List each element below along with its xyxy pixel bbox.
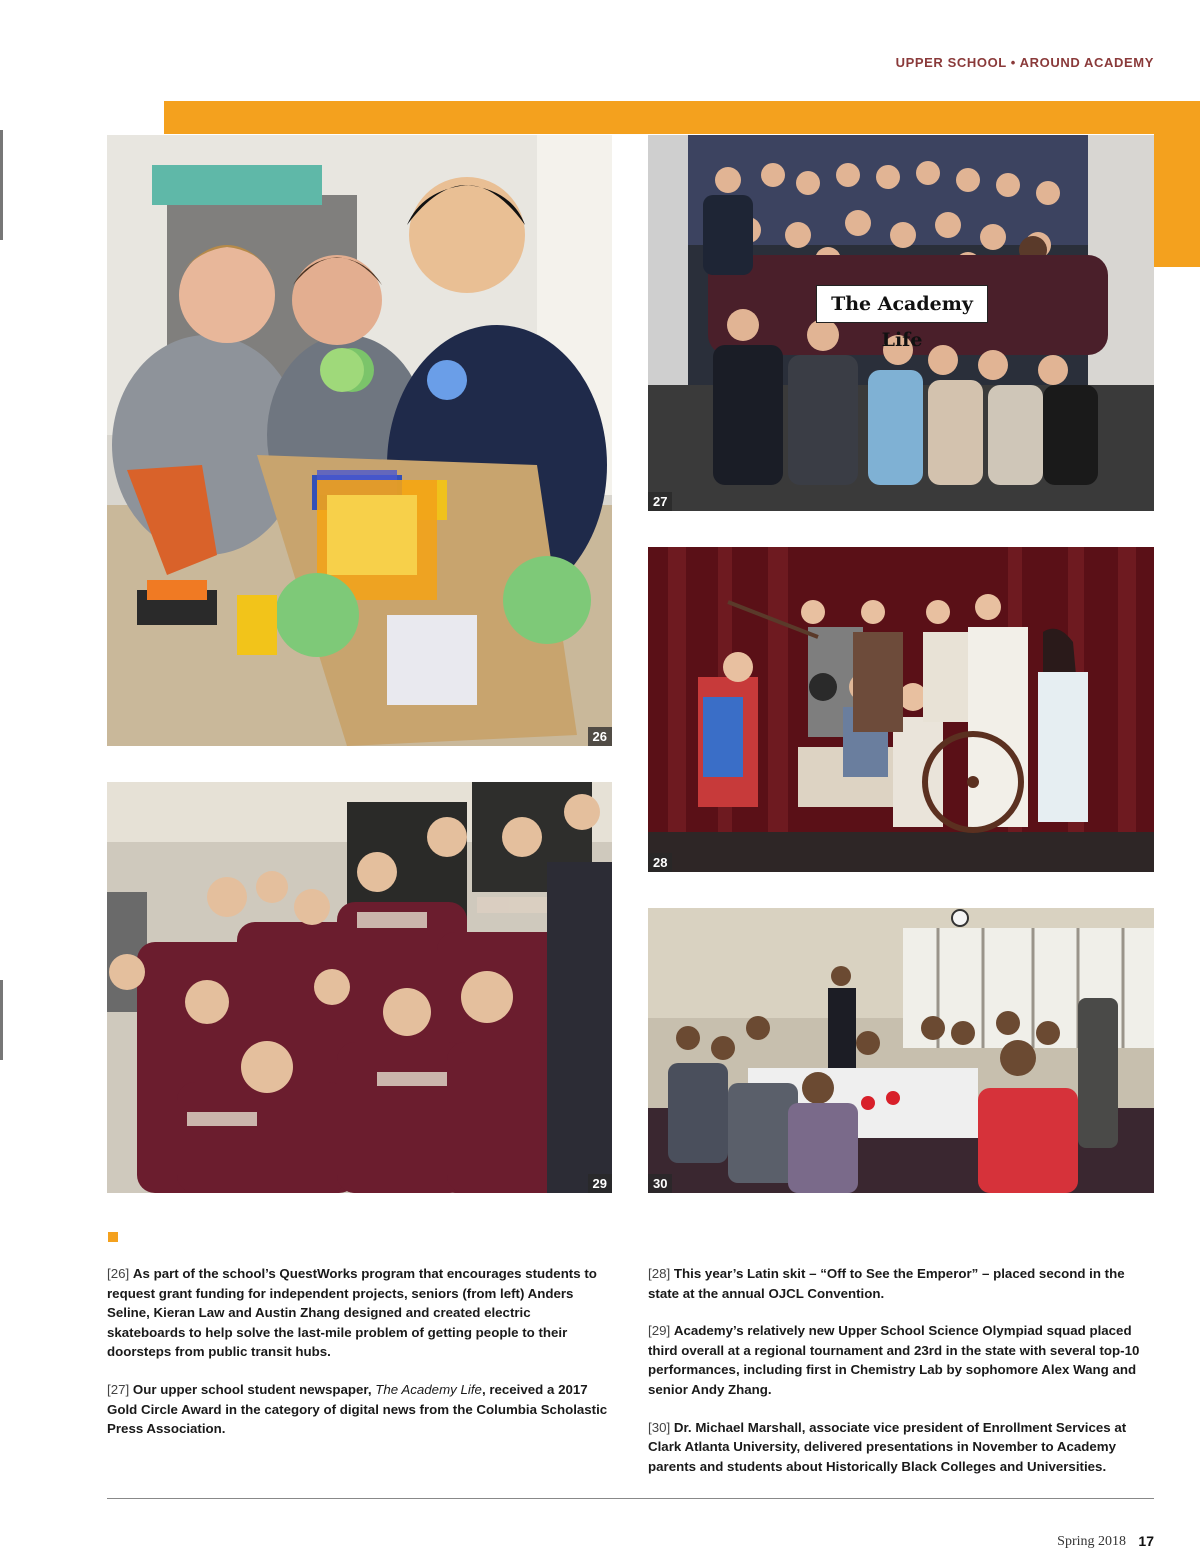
photo-skateboard bbox=[107, 135, 612, 746]
footer-rule bbox=[107, 1498, 1154, 1499]
photo-number: 28 bbox=[648, 853, 672, 872]
accent-band-side bbox=[1154, 101, 1200, 267]
photo-newspaper-staff bbox=[648, 135, 1154, 511]
page-edge-mark bbox=[0, 980, 3, 1060]
section-header: UPPER SCHOOL • AROUND ACADEMY bbox=[895, 55, 1154, 70]
caption-30 bbox=[648, 1418, 1153, 1477]
photo-presentation-image bbox=[648, 908, 1154, 1193]
caption-column-left bbox=[107, 1264, 612, 1457]
photo-number: 29 bbox=[588, 1174, 612, 1193]
caption-tag: [28] bbox=[648, 1266, 671, 1281]
photo-number: 26 bbox=[588, 727, 612, 746]
caption-26 bbox=[107, 1264, 612, 1362]
caption-tag: [30] bbox=[648, 1419, 671, 1435]
photo-science-olympiad-image bbox=[107, 782, 612, 1193]
footer-season: Spring 2018 bbox=[1057, 1534, 1126, 1549]
caption-text: Academy’s relatively new Upper School Science Olympiad squad placed third overall at a regional tournament and 23rd in the state with several top-10 performances, including first in Chemistry Lab by sophomore Alex Wang and senior Andy Zhang. bbox=[648, 1323, 1140, 1397]
caption-tag: [27] bbox=[107, 1381, 130, 1397]
caption-text: Dr. Michael Marshall, associate vice president of Enrollment Services at Clark Atlanta University, delivered presentations in November to Academy parents and students about Historically Black Colleges and Universities. bbox=[648, 1419, 1127, 1474]
caption-column-right bbox=[648, 1264, 1153, 1494]
newspaper-sign: The Academy Life bbox=[816, 285, 988, 323]
photo-presentation bbox=[648, 908, 1154, 1193]
caption-text: , received a 2017 Gold Circle Award in the category of digital news from the Columbia Scholastic Press Association. bbox=[107, 1381, 608, 1437]
caption-marker bbox=[108, 1232, 118, 1242]
publication-title: The Academy Life bbox=[375, 1381, 482, 1397]
photo-skateboard-image bbox=[107, 135, 612, 746]
caption-27 bbox=[107, 1380, 612, 1439]
caption-text: As part of the school’s QuestWorks program that encourages students to request grant funding for independent projects, seniors (from left) Anders Seline, Kieran Law and Austin Zhang designed and created electric skateboards to help solve the last-mile problem of getting people to their doorsteps from public transit hubs. bbox=[107, 1266, 597, 1360]
photo-latin-skit bbox=[648, 547, 1154, 872]
caption-text: This year’s Latin skit – “Off to See the Emperor” – placed second in the state at the annual OJCL Convention. bbox=[648, 1266, 1125, 1301]
caption-tag: [29] bbox=[648, 1323, 671, 1339]
caption-text: Our upper school student newspaper, bbox=[132, 1381, 372, 1397]
page-edge-mark bbox=[0, 130, 3, 240]
accent-band bbox=[164, 101, 1200, 134]
caption-tag: [26] bbox=[107, 1266, 130, 1281]
photo-science-olympiad bbox=[107, 782, 612, 1193]
photo-latin-skit-image bbox=[648, 547, 1154, 872]
photo-number: 30 bbox=[648, 1174, 672, 1193]
page-number: 17 bbox=[1138, 1533, 1154, 1549]
photo-number: 27 bbox=[648, 492, 672, 511]
caption-28 bbox=[648, 1264, 1153, 1303]
caption-29 bbox=[648, 1321, 1153, 1399]
